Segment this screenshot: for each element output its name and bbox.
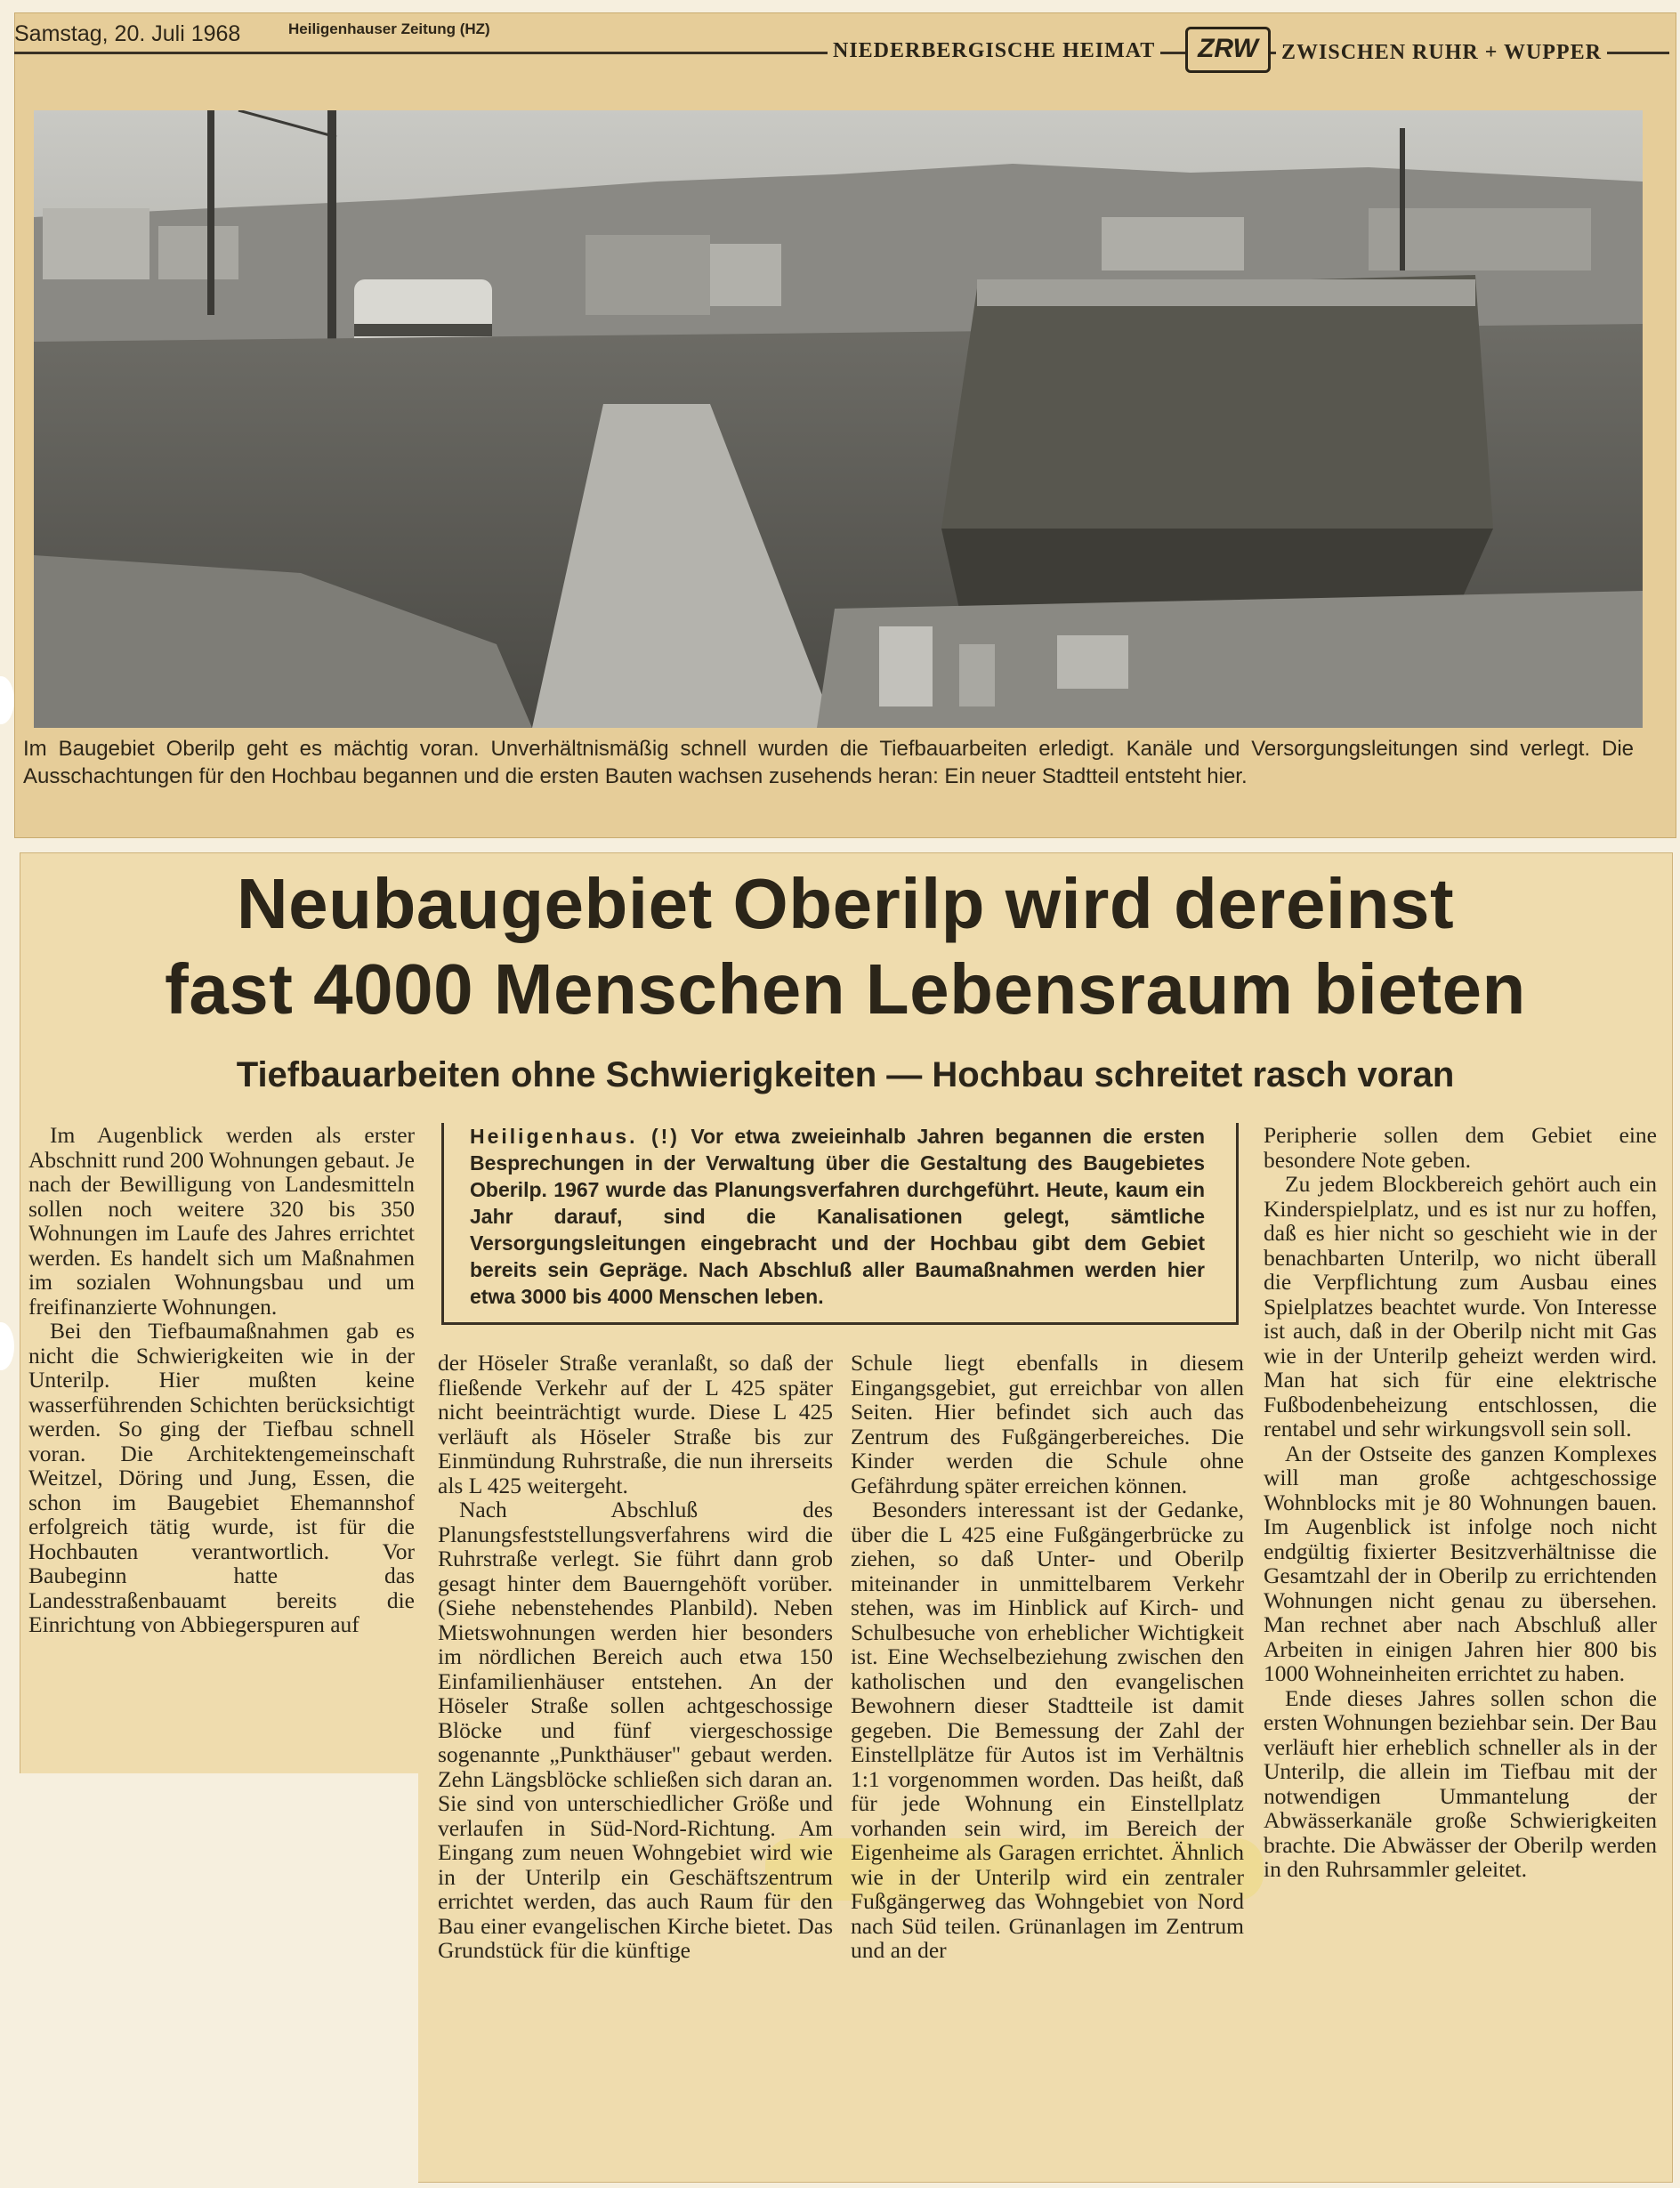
paragraph: der Höseler Straße veranlaßt, so daß der fließende Verkehr auf der L 425 später nicht beeinträchtigt wurde. Diese L 425 verläuft als Höseler Straße bis zur Einmündung Ruhrstraße, die nun ihrerseits als L 425 weitergeht.	[438, 1350, 833, 1498]
dateline: Heiligenhaus. (!)	[470, 1125, 680, 1148]
article-column-4	[1264, 1123, 1657, 1882]
paragraph: An der Ostseite des ganzen Komplexes will man große achtgeschossige Wohnblocks mit je 80 Wohnungen bauen. Im Augenblick ist infolge noch nicht endgültig fixierter Besitzverhältnisse die Gesamtzahl der in Oberilp zu errichtenden Wohnungen nicht genau zu übersehen. Man rechnet aber nach Abschluß aller Arbeiten in einigen Jahren hier 800 bis 1000 Wohneinheiten errichtet zu haben.	[1264, 1440, 1657, 1686]
paragraph: Bei den Tiefbaumaßnahmen gab es nicht die Schwierigkeiten wie in der Unterilp. Hier mußten keine wasserführenden Schichten berücksichtigt werden. So ging der Tiefbau schnell voran. Die Architektengemeinschaft Weitzel, Döring und Jung, Essen, die schon im Baugebiet Ehemannshof erfolgreich tätig wurde, ist für die Hochbauten verantwortlich. Vor Baubeginn hatte das Landesstraßenbauamt bereits die Einrichtung von Abbiegerspuren auf	[28, 1318, 415, 1637]
article-lead	[470, 1123, 1205, 1310]
article-subheadline: Tiefbauarbeiten ohne Schwierigkeiten — Hochbau schreitet rasch voran	[236, 1055, 1455, 1094]
issue-date: Samstag, 20. Juli 1968	[14, 21, 241, 46]
construction-site-photo	[34, 110, 1643, 728]
headline-line-2: fast 4000 Menschen Lebensraum bieten	[165, 949, 1526, 1029]
lead-paragraph: Vor etwa zweieinhalb Jahren begannen die ersten Besprechungen in der Verwaltung über die Gestaltung des Baugebietes Oberilp. 1967 wurde das Planungsverfahren durchgeführt. Heute, kaum ein Jahr darauf, sind die Kanalisationen gelegt, sämtliche Versorgungsleitungen eingebracht und der Hochbau gibt dem Gebiet bereits sein Gepräge. Nach Abschluß aller Baumaßnahmen werden hier etwa 3000 bis 4000 Menschen leben.	[470, 1125, 1206, 1308]
newspaper-logo: ZRW	[1185, 27, 1271, 73]
paragraph: Im Augenblick werden als erster Abschnitt rund 200 Wohnungen gebaut. Je nach der Bewilligung von Landesmitteln sollen noch weitere 320 bis 350 Wohnungen im Laufe des Jahres errichtet werden. Es handelt sich um Maßnahmen im sozialen Wohnungsbau und um freifinanzierte Wohnungen.	[28, 1122, 415, 1320]
paragraph: Ende dieses Jahres sollen schon die ersten Wohnungen beziehbar sein. Der Bau verläuft hier erheblich schneller als in der Unterilp, die allein im Tiefbau mit der notwendigen Ummantelung der Abwässerkanäle große Schwierigkeiten brachte. Die Abwässer der Oberilp werden in den Ruhrsammler geleitet.	[1264, 1684, 1657, 1882]
paragraph: Peripherie sollen dem Gebiet eine besondere Note geben.	[1264, 1122, 1657, 1173]
article-headline	[27, 861, 1664, 1032]
punch-hole	[0, 676, 14, 724]
article-column-2	[438, 1351, 833, 1963]
paragraph: Zu jedem Blockbereich gehört auch ein Kinderspielplatz, und es ist nur zu hoffen, daß es hier nicht so geschieht wie in der benachbarten Unterilp, wo nicht überall die Verpflichtung zum Ausbau eines Spielplatzes beachtet wurde. Von Interesse ist auch, daß in der Oberilp nicht mit Gas wie in der Unterilp geheizt werden wird. Man hat sich für eine elektrische Fußbodenbeheizung entschlossen, die rentabel und sehr wirkungsvoll sein soll.	[1264, 1171, 1657, 1441]
section-title-left: NIEDERBERGISCHE HEIMAT	[828, 39, 1160, 63]
photo-caption: Im Baugebiet Oberilp geht es mächtig voran. Unverhältnismäßig schnell wurden die Tiefbauarbeiten erledigt. Kanäle und Versorgungsleitungen sind verlegt. Die Ausschachtungen für den Hochbau begannen und die ersten Bauten wachsen zusehends heran: Ein neuer Stadtteil entsteht hier.	[23, 737, 1634, 788]
section-title-right: ZWISCHEN RUHR + WUPPER	[1276, 41, 1607, 65]
clipping-cutout	[9, 1773, 418, 2188]
paragraph: Besonders interessant ist der Gedanke, über die L 425 eine Fußgängerbrücke zu ziehen, so daß Unter- und Oberilp miteinander in unmittelbarem Verkehr stehen, was im Hinblick auf Kirch- und Schulbesuche von erheblicher Wichtigkeit ist. Eine Wechselbeziehung zwischen den katholischen und den evangelischen Bewohnern dieser Stadtteile ist damit gegeben. Die Bemessung der Zahl der Einstellplätze für Autos ist im Verhältnis 1:1 vorgenommen worden. Das heißt, daß für jede Wohnung ein Einstellplatz vorhanden sein wird, im Bereich der Eigenheime als Garagen errichtet. Ähnlich wie in der Unterilp wird ein zentraler Fußgängerweg das Wohngebiet von Nord nach Süd teilen. Grünanlagen im Zentrum und an der	[851, 1497, 1244, 1963]
punch-hole	[0, 1322, 14, 1370]
article-column-1	[28, 1123, 415, 1637]
headline-line-1: Neubaugebiet Oberilp wird dereinst	[236, 864, 1455, 943]
paragraph: Nach Abschluß des Planungsfeststellungsverfahrens wird die Ruhrstraße verlegt. Sie führt dann grob gesagt hinter dem Bauerngehöft vorüber. (Siehe nebenstehendes Planbild). Neben Mietswohnungen werden hier besonders im nördlichen Bereich auch etwa 150 Einfamilienhäuser entstehen. An der Höseler Straße sollen achtgeschossige Blöcke und fünf viergeschossige sogenannte „Punkthäuser" gebaut werden. Zehn Längsblöcke schließen sich daran an. Sie sind von unterschiedlicher Größe und verlaufen in Süd-Nord-Richtung. Am Eingang zum neuen Wohngebiet wird wie in der Unterilp ein Geschäftszentrum errichtet werden, das auch Raum für den Bau einer evangelischen Kirche bietet. Das Grundstück für die künftige	[438, 1497, 833, 1963]
newspaper-name: Heiligenhauser Zeitung (HZ)	[288, 20, 490, 37]
article-column-3	[851, 1351, 1244, 1963]
paragraph: Schule liegt ebenfalls in diesem Eingangsgebiet, gut erreichbar von allen Seiten. Hier befindet sich auch das Zentrum des Fußgängerbereiches. Die Kinder werden die Schule ohne Gefährdung später erreichen können.	[851, 1350, 1244, 1498]
